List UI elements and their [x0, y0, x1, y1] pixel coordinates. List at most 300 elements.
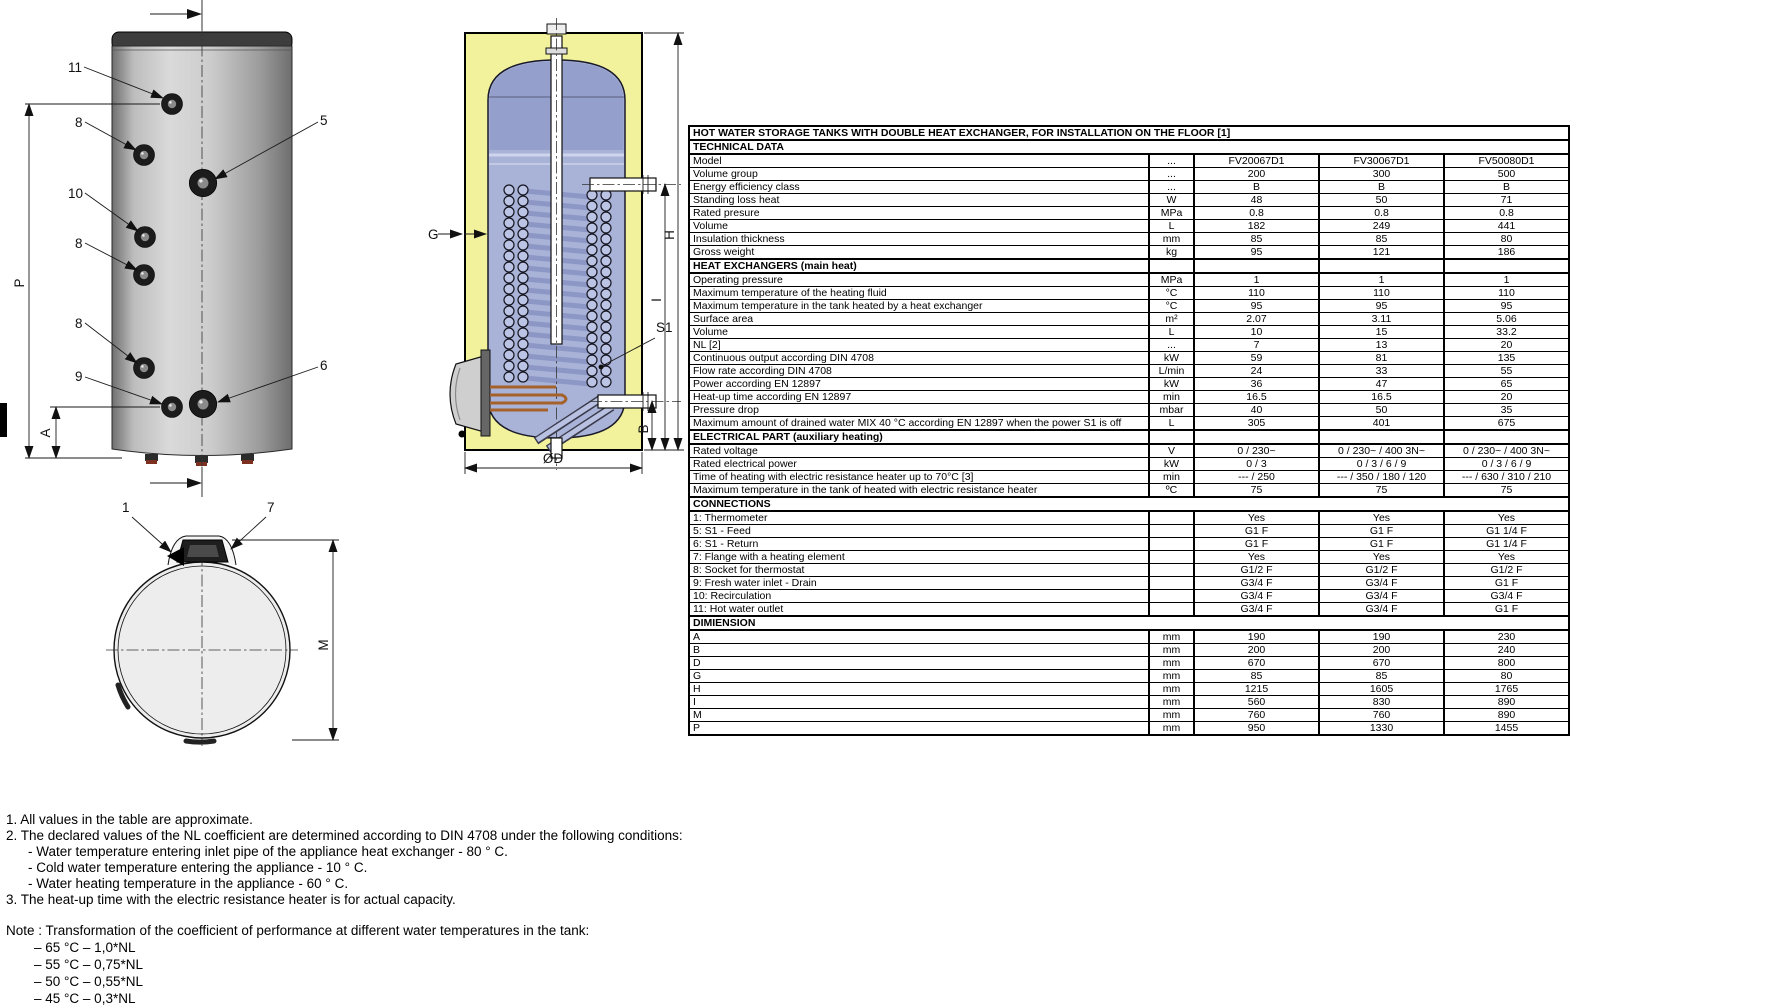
table-row [689, 511, 1569, 525]
row-label: G [689, 670, 1149, 683]
row-value: 670 [1194, 657, 1319, 670]
row-label: Continuous output according DIN 4708 [689, 352, 1149, 365]
row-value: G3/4 F [1319, 590, 1444, 603]
row-unit: L [1149, 326, 1194, 339]
row-unit: kg [1149, 246, 1194, 260]
row-unit: L/min [1149, 365, 1194, 378]
row-value: 75 [1194, 484, 1319, 498]
table-row [689, 300, 1569, 313]
row-value: 20 [1444, 339, 1569, 352]
row-unit: kW [1149, 378, 1194, 391]
callout-6: 6 [320, 358, 328, 373]
dim-label-D: ØD [542, 451, 564, 466]
row-label: Maximum temperature of the heating fluid [689, 287, 1149, 300]
row-value: G1 F [1319, 525, 1444, 538]
table-section-row [689, 259, 1569, 273]
table-row [689, 313, 1569, 326]
table-row [689, 417, 1569, 431]
row-unit: ... [1149, 168, 1194, 181]
dim-label-A: A [38, 428, 53, 438]
row-unit: kW [1149, 458, 1194, 471]
row-unit: mm [1149, 670, 1194, 683]
row-value: 950 [1194, 722, 1319, 736]
row-value: 0.8 [1444, 207, 1569, 220]
row-value: 1 [1319, 273, 1444, 287]
row-value: 5.06 [1444, 313, 1569, 326]
row-unit [1149, 590, 1194, 603]
row-label: Energy efficiency class [689, 181, 1149, 194]
row-unit: °C [1149, 287, 1194, 300]
row-label: 8: Socket for thermostat [689, 564, 1149, 577]
row-value: G1 F [1444, 577, 1569, 590]
row-value: 33 [1319, 365, 1444, 378]
row-unit: MPa [1149, 207, 1194, 220]
row-unit: °C [1149, 300, 1194, 313]
row-value: 560 [1194, 696, 1319, 709]
table-row [689, 444, 1569, 458]
footnote-subline: - Water heating temperature in the appliance - 60 ° C. [28, 876, 349, 891]
section-arrow-bottom-icon [187, 478, 202, 488]
callout-8: 8 [75, 115, 83, 130]
row-value: 1215 [1194, 683, 1319, 696]
footnote-line: 3. The heat-up time with the electric resistance heater is for actual capacity. [6, 892, 456, 907]
row-value: 40 [1194, 404, 1319, 417]
table-section-row [689, 430, 1569, 444]
row-label: Volume [689, 326, 1149, 339]
row-value: 35 [1444, 404, 1569, 417]
tank-top-view-circle [114, 562, 290, 738]
row-value: 71 [1444, 194, 1569, 207]
row-value: 300 [1319, 168, 1444, 181]
row-label: 5: S1 - Feed [689, 525, 1149, 538]
port-8-thermostat-socket [134, 145, 155, 166]
callout-8: 8 [75, 236, 83, 251]
row-value: G1/2 F [1319, 564, 1444, 577]
row-value: 1455 [1444, 722, 1569, 736]
table-row [689, 471, 1569, 484]
footnote-line: 1. All values in the table are approximate. [6, 812, 253, 827]
table-row [689, 326, 1569, 339]
table-row [689, 484, 1569, 498]
row-unit: mm [1149, 657, 1194, 670]
row-unit: min [1149, 391, 1194, 404]
table-row [689, 207, 1569, 220]
row-value: 16.5 [1319, 391, 1444, 404]
row-value: FV20067D1 [1194, 154, 1319, 168]
row-value: 50 [1319, 404, 1444, 417]
row-label: Volume group [689, 168, 1149, 181]
front-view-drawing [0, 0, 328, 497]
section-arrow-top-icon [187, 9, 202, 19]
row-value: FV30067D1 [1319, 154, 1444, 168]
row-value: 85 [1194, 233, 1319, 246]
row-label: Heat-up time according EN 12897 [689, 391, 1149, 404]
table-row [689, 233, 1569, 246]
note-block [6, 922, 589, 1007]
row-unit: ... [1149, 181, 1194, 194]
row-value: G1 F [1319, 538, 1444, 551]
row-unit: V [1149, 444, 1194, 458]
spec-table [688, 125, 1570, 736]
section-label: ELECTRICAL PART (auxiliary heating) [689, 430, 1149, 444]
table-section-row [689, 140, 1569, 154]
row-label: Rated electrical power [689, 458, 1149, 471]
row-value: 85 [1319, 670, 1444, 683]
row-value: 121 [1319, 246, 1444, 260]
row-value: 110 [1319, 287, 1444, 300]
row-value: G1 F [1194, 538, 1319, 551]
row-label: Surface area [689, 313, 1149, 326]
row-value: 1 [1194, 273, 1319, 287]
row-unit: MPa [1149, 273, 1194, 287]
row-unit: mm [1149, 644, 1194, 657]
row-value: 200 [1319, 644, 1444, 657]
row-value: FV50080D1 [1444, 154, 1569, 168]
row-label: 1: Thermometer [689, 511, 1149, 525]
row-value: 0 / 230~ / 400 3N~ [1319, 444, 1444, 458]
row-value: Yes [1319, 551, 1444, 564]
row-value: 240 [1444, 644, 1569, 657]
row-value: Yes [1444, 551, 1569, 564]
row-label: 11: Hot water outlet [689, 603, 1149, 617]
row-value: 0 / 3 / 6 / 9 [1444, 458, 1569, 471]
row-value: 230 [1444, 630, 1569, 644]
port-6-s1-return [189, 390, 216, 417]
row-unit: mm [1149, 630, 1194, 644]
row-value: 1765 [1444, 683, 1569, 696]
top-view-drawing [106, 500, 339, 746]
row-value: G3/4 F [1319, 577, 1444, 590]
table-row [689, 365, 1569, 378]
row-label: A [689, 630, 1149, 644]
table-row [689, 352, 1569, 365]
cross-section-drawing [428, 18, 684, 474]
foot-arc [186, 741, 214, 742]
row-value: 0 / 230~ / 400 3N~ [1444, 444, 1569, 458]
dim-label-P: P [12, 278, 27, 288]
row-value: 200 [1194, 168, 1319, 181]
row-unit [1149, 564, 1194, 577]
row-value: 7 [1194, 339, 1319, 352]
row-label: Insulation thickness [689, 233, 1149, 246]
row-value: 2.07 [1194, 313, 1319, 326]
row-value: --- / 630 / 310 / 210 [1444, 471, 1569, 484]
note-line: – 55 °C – 0,75*NL [34, 957, 143, 972]
row-unit [1149, 551, 1194, 564]
table-row [689, 538, 1569, 551]
dim-label-M: M [316, 639, 331, 651]
callout-9: 9 [75, 369, 83, 384]
table-row [689, 273, 1569, 287]
s1-label: S1 [656, 320, 673, 335]
row-value: 47 [1319, 378, 1444, 391]
edge-artifact [0, 403, 7, 437]
row-value: 75 [1319, 484, 1444, 498]
port-8-thermostat-socket [134, 358, 155, 379]
table-row [689, 287, 1569, 300]
row-value: 15 [1319, 326, 1444, 339]
row-value: 50 [1319, 194, 1444, 207]
row-value: G1 F [1194, 525, 1319, 538]
table-row [689, 391, 1569, 404]
row-value: --- / 350 / 180 / 120 [1319, 471, 1444, 484]
row-value: Yes [1194, 511, 1319, 525]
port-8-thermostat-socket [134, 265, 155, 286]
row-label: I [689, 696, 1149, 709]
footnote-line: 2. The declared values of the NL coefficient are determined according to DIN 4708 under the following conditions: [6, 828, 683, 843]
row-value: 80 [1444, 233, 1569, 246]
row-value: G1/2 F [1444, 564, 1569, 577]
row-label: Pressure drop [689, 404, 1149, 417]
note-line: – 45 °C – 0,3*NL [34, 991, 136, 1006]
table-row [689, 577, 1569, 590]
section-label: HOT WATER STORAGE TANKS WITH DOUBLE HEAT EXCHANGER, FOR INSTALLATION ON THE FLOOR [1] [689, 126, 1569, 140]
row-label: 7: Flange with a heating element [689, 551, 1149, 564]
row-value [1444, 259, 1569, 273]
row-value: 85 [1319, 233, 1444, 246]
row-value: 190 [1319, 630, 1444, 644]
table-section-row [689, 616, 1569, 630]
row-value: 81 [1319, 352, 1444, 365]
table-row [689, 404, 1569, 417]
row-label: Power according EN 12897 [689, 378, 1149, 391]
row-value: 401 [1319, 417, 1444, 431]
footnote-subline: - Cold water temperature entering the appliance - 10 ° C. [28, 860, 368, 875]
row-value: Yes [1319, 511, 1444, 525]
row-unit: mm [1149, 722, 1194, 736]
table-row [689, 709, 1569, 722]
row-value: B [1194, 181, 1319, 194]
row-value: 186 [1444, 246, 1569, 260]
section-label: HEAT EXCHANGERS (main heat) [689, 259, 1149, 273]
row-unit [1149, 511, 1194, 525]
port-11-hot-water-outlet [162, 94, 183, 115]
row-value: G1 1/4 F [1444, 538, 1569, 551]
table-section-row [689, 126, 1569, 140]
footnotes [6, 812, 683, 908]
row-value: 75 [1444, 484, 1569, 498]
row-value: 249 [1319, 220, 1444, 233]
row-value: 305 [1194, 417, 1319, 431]
row-label: Flow rate according DIN 4708 [689, 365, 1149, 378]
row-label: Gross weight [689, 246, 1149, 260]
row-unit [1149, 259, 1194, 273]
row-value: G3/4 F [1194, 590, 1319, 603]
row-value: 95 [1319, 300, 1444, 313]
dim-label-H: H [662, 230, 677, 240]
row-value [1319, 259, 1444, 273]
table-row [689, 590, 1569, 603]
row-value: G1/2 F [1194, 564, 1319, 577]
table-row [689, 339, 1569, 352]
row-value: 182 [1194, 220, 1319, 233]
row-value: 800 [1444, 657, 1569, 670]
row-label: Volume [689, 220, 1149, 233]
row-value: 0 / 3 [1194, 458, 1319, 471]
row-value [1194, 259, 1319, 273]
row-value: 1330 [1319, 722, 1444, 736]
row-value: 0.8 [1319, 207, 1444, 220]
table-row [689, 722, 1569, 736]
s1-feed-stub [582, 175, 681, 194]
row-value: 110 [1444, 287, 1569, 300]
row-label: P [689, 722, 1149, 736]
callout-1: 1 [122, 500, 130, 515]
row-unit: ... [1149, 154, 1194, 168]
row-label: 9: Fresh water inlet - Drain [689, 577, 1149, 590]
row-unit: min [1149, 471, 1194, 484]
table-row [689, 246, 1569, 260]
row-value: 95 [1194, 246, 1319, 260]
row-label: Standing loss heat [689, 194, 1149, 207]
port-5-s1-feed [189, 169, 216, 196]
row-value: 55 [1444, 365, 1569, 378]
row-unit: mm [1149, 709, 1194, 722]
row-unit: ºC [1149, 484, 1194, 498]
row-label: Time of heating with electric resistance heater up to 70°C [3] [689, 471, 1149, 484]
table-row [689, 458, 1569, 471]
row-value: 1 [1444, 273, 1569, 287]
section-label: DIMIENSION [689, 616, 1569, 630]
port-10-recirculation [135, 227, 156, 248]
row-value: B [1319, 181, 1444, 194]
table-row [689, 525, 1569, 538]
table-row [689, 194, 1569, 207]
row-value: 190 [1194, 630, 1319, 644]
port-9-fresh-water-inlet [162, 397, 183, 418]
table-row [689, 551, 1569, 564]
table-row [689, 181, 1569, 194]
row-value: 441 [1444, 220, 1569, 233]
table-row [689, 670, 1569, 683]
row-value: B [1444, 181, 1569, 194]
row-unit [1149, 538, 1194, 551]
row-value: 95 [1444, 300, 1569, 313]
row-unit [1149, 577, 1194, 590]
callout-11: 11 [68, 60, 83, 75]
row-value: 36 [1194, 378, 1319, 391]
row-value: G1 F [1444, 603, 1569, 617]
dim-label-I: I [649, 298, 664, 302]
row-unit: mm [1149, 696, 1194, 709]
row-unit: L [1149, 220, 1194, 233]
row-unit: ... [1149, 339, 1194, 352]
row-value: 13 [1319, 339, 1444, 352]
row-value: G3/4 F [1319, 603, 1444, 617]
row-value: 135 [1444, 352, 1569, 365]
section-label: TECHNICAL DATA [689, 140, 1569, 154]
row-label: Operating pressure [689, 273, 1149, 287]
row-label: Model [689, 154, 1149, 168]
row-value: 80 [1444, 670, 1569, 683]
row-value: 1605 [1319, 683, 1444, 696]
dim-label-G: G [428, 227, 439, 242]
row-value: 59 [1194, 352, 1319, 365]
callout-5: 5 [320, 113, 328, 128]
row-label: M [689, 709, 1149, 722]
table-row [689, 657, 1569, 670]
row-value: 24 [1194, 365, 1319, 378]
dim-label-B: B [636, 424, 651, 434]
row-value: Yes [1444, 511, 1569, 525]
table-row [689, 644, 1569, 657]
table-row [689, 683, 1569, 696]
row-unit: L [1149, 417, 1194, 431]
row-label: Maximum temperature in the tank of heated with electric resistance heater [689, 484, 1149, 498]
section-label: CONNECTIONS [689, 497, 1569, 511]
row-label: Maximum temperature in the tank heated by a heat exchanger [689, 300, 1149, 313]
row-unit: mm [1149, 233, 1194, 246]
row-value: G3/4 F [1194, 603, 1319, 617]
row-value: G3/4 F [1444, 590, 1569, 603]
row-value [1319, 430, 1444, 444]
row-value: 3.11 [1319, 313, 1444, 326]
row-label: B [689, 644, 1149, 657]
row-value: 110 [1194, 287, 1319, 300]
row-unit: W [1149, 194, 1194, 207]
row-unit [1149, 430, 1194, 444]
table-section-row [689, 497, 1569, 511]
row-value: 10 [1194, 326, 1319, 339]
callout-8: 8 [75, 316, 83, 331]
row-value: 65 [1444, 378, 1569, 391]
row-unit: mm [1149, 683, 1194, 696]
table-row [689, 154, 1569, 168]
row-value: 0 / 230~ [1194, 444, 1319, 458]
row-value: --- / 250 [1194, 471, 1319, 484]
table-row [689, 696, 1569, 709]
table-row [689, 630, 1569, 644]
table-row [689, 603, 1569, 617]
table-row [689, 564, 1569, 577]
row-value: 0.8 [1194, 207, 1319, 220]
table-row [689, 168, 1569, 181]
row-value: 830 [1319, 696, 1444, 709]
row-label: Maximum amount of drained water MIX 40 °C according EN 12897 when the power S1 is off [689, 417, 1149, 431]
row-label: H [689, 683, 1149, 696]
row-label: NL [2] [689, 339, 1149, 352]
row-value [1444, 430, 1569, 444]
row-value: 200 [1194, 644, 1319, 657]
row-label: 6: S1 - Return [689, 538, 1149, 551]
row-value: 0 / 3 / 6 / 9 [1319, 458, 1444, 471]
row-value: 16.5 [1194, 391, 1319, 404]
row-value: 890 [1444, 696, 1569, 709]
note-line: – 50 °C – 0,55*NL [34, 974, 143, 989]
row-value: 500 [1444, 168, 1569, 181]
row-value: 85 [1194, 670, 1319, 683]
row-value: 670 [1319, 657, 1444, 670]
row-value: G3/4 F [1194, 577, 1319, 590]
row-value: 675 [1444, 417, 1569, 431]
row-value [1194, 430, 1319, 444]
table-row [689, 220, 1569, 233]
note-title: Note : Transformation of the coefficient of performance at different water temperatures in the tank: [6, 923, 590, 938]
row-value: 20 [1444, 391, 1569, 404]
row-label: Rated voltage [689, 444, 1149, 458]
row-value: 760 [1319, 709, 1444, 722]
row-label: D [689, 657, 1149, 670]
table-row [689, 378, 1569, 391]
footnote-subline: - Water temperature entering inlet pipe of the appliance heat exchanger - 80 ° C. [28, 844, 508, 859]
callout-7: 7 [267, 500, 275, 515]
row-value: 95 [1194, 300, 1319, 313]
row-value: 48 [1194, 194, 1319, 207]
row-unit [1149, 525, 1194, 538]
row-value: G1 1/4 F [1444, 525, 1569, 538]
row-value: 760 [1194, 709, 1319, 722]
row-unit [1149, 603, 1194, 617]
